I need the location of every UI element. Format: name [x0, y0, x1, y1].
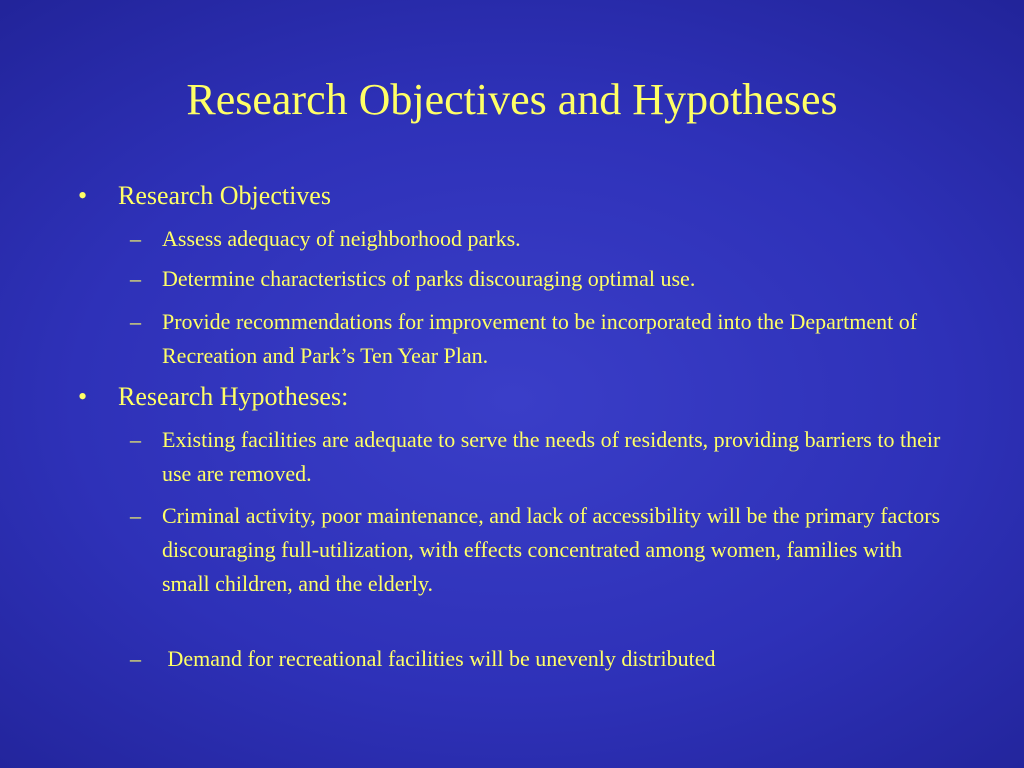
- slide-title: Research Objectives and Hypotheses: [186, 75, 838, 124]
- hypothesis-item: Demand for recreational facilities will be unevenly distributed: [162, 646, 716, 671]
- section-heading-hypotheses: Research Hypotheses:: [118, 382, 349, 411]
- objective-item: Determine characteristics of parks discouraging optimal use.: [162, 266, 696, 291]
- objective-item: Assess adequacy of neighborhood parks.: [162, 226, 521, 251]
- bullet-marker: •: [78, 382, 88, 411]
- dash-marker: –: [130, 226, 141, 251]
- section-heading-objectives: Research Objectives: [118, 181, 331, 210]
- dash-marker: –: [130, 503, 141, 528]
- objective-item: Provide recommendations for improvement to be incorporated into the Department of Recreation and Park’s Ten Year Plan.: [162, 309, 918, 368]
- dash-marker: –: [130, 646, 141, 671]
- hypothesis-item: Existing facilities are adequate to serve the needs of residents, providing barriers to their use are removed.: [162, 427, 941, 486]
- hypothesis-item: Criminal activity, poor maintenance, and lack of accessibility will be the primary factors discouraging full-utilization, with effects concentrated among women, families with small children, and the elderly.: [162, 503, 941, 596]
- dash-marker: –: [130, 266, 141, 291]
- dash-marker: –: [130, 309, 141, 334]
- dash-marker: –: [130, 427, 141, 452]
- bullet-marker: •: [78, 181, 88, 210]
